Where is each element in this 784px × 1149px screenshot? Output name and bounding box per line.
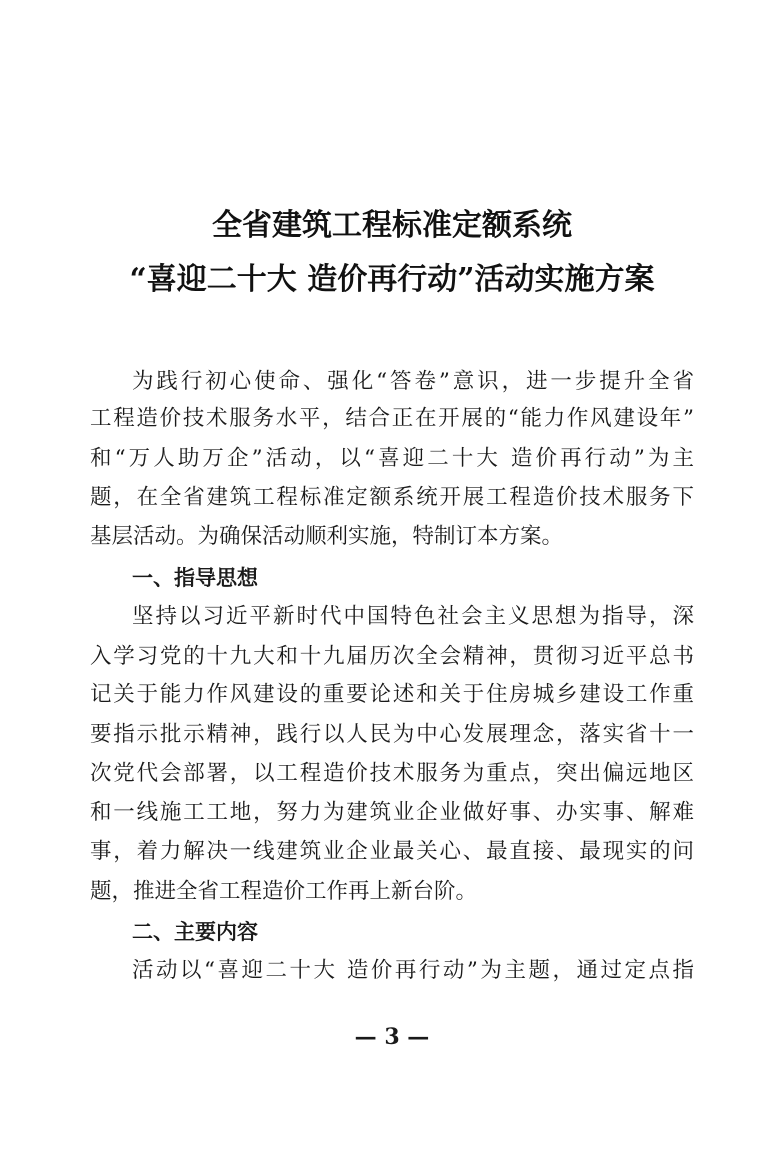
section1-line-3: 记关于能力作风建设的重要论述和关于住房城乡建设工作重 — [90, 682, 694, 707]
section-heading-main-content: 二、主要内容 — [132, 920, 258, 944]
section1-line-5: 次党代会部署，以工程造价技术服务为重点，突出偏远地区 — [90, 761, 694, 786]
intro-line-3: 和“万人助万企”活动，以“喜迎二十大 造价再行动”为主 — [90, 446, 694, 471]
section1-line-6: 和一线施工工地，努力为建筑业企业做好事、办实事、解难 — [90, 800, 694, 825]
intro-line-2: 工程造价技术服务水平，结合正在开展的“能力作风建设年” — [90, 406, 694, 431]
section1-line-2: 入学习党的十九大和十九届历次全会精神，贯彻习近平总书 — [90, 644, 694, 669]
intro-line-4: 题，在全省建筑工程标准定额系统开展工程造价技术服务下 — [90, 485, 694, 510]
page-number: — 3 — — [354, 1024, 430, 1050]
section1-line-4: 要指示批示精神，践行以人民为中心发展理念，落实省十一 — [90, 722, 694, 747]
section-heading-guiding-ideology: 一、指导思想 — [132, 566, 258, 590]
section2-line-1: 活动以“喜迎二十大 造价再行动”为主题，通过定点指 — [132, 958, 694, 983]
intro-line-5: 基层活动。为确保活动顺利实施，特制订本方案。 — [90, 524, 564, 549]
document-title-line-1: 全省建筑工程标准定额系统 — [212, 208, 572, 243]
section1-line-7: 事，着力解决一线建筑业企业最关心、最直接、最现实的问 — [90, 839, 694, 864]
intro-line-1: 为践行初心使命、强化“答卷”意识，进一步提升全省 — [132, 369, 694, 394]
document-title-line-2: “喜迎二十大 造价再行动”活动实施方案 — [129, 262, 655, 297]
section1-line-8: 题，推进全省工程造价工作再上新台阶。 — [90, 879, 478, 904]
section1-line-1: 坚持以习近平新时代中国特色社会主义思想为指导，深 — [132, 604, 694, 629]
